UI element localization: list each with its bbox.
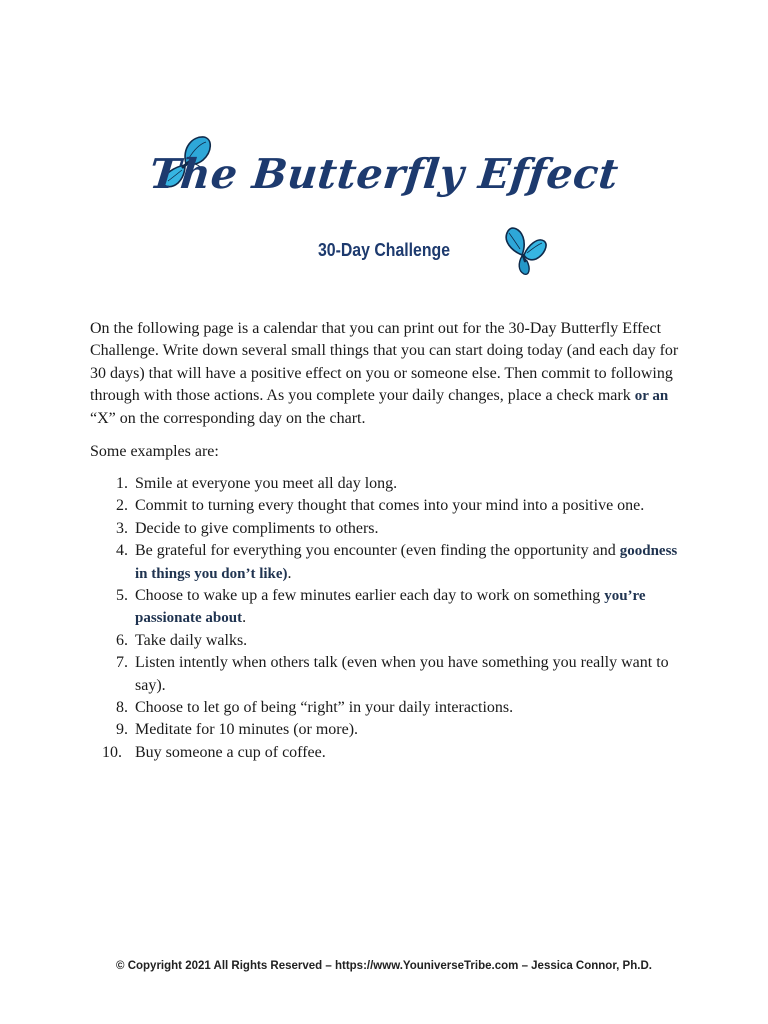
list-item-text: Smile at everyone you meet all day long. (135, 475, 398, 492)
list-item (100, 630, 680, 652)
list-item (100, 719, 680, 741)
list-item-text: Choose to wake up a few minutes earlier each day to work on something (135, 587, 605, 605)
list-item-text: Buy someone a cup of coffee. (135, 743, 326, 761)
examples-heading: Some examples are: (90, 443, 219, 460)
intro-emphasis: or an (634, 388, 669, 405)
list-number: 7. (116, 654, 128, 672)
list-number: 5. (116, 587, 128, 605)
list-number: 4. (116, 542, 128, 560)
list-number: 1. (116, 475, 128, 492)
list-item-text: Take daily walks. (135, 631, 248, 649)
intro-paragraph (90, 318, 680, 430)
list-item (100, 585, 680, 630)
list-item (100, 652, 680, 697)
list-item (100, 518, 680, 540)
list-item-emphasis: you’re passionate about (135, 588, 646, 627)
page-title: The Butterfly Effect (147, 150, 621, 198)
page-subtitle: 30-Day Challenge (317, 240, 451, 260)
list-item-text: Be grateful for everything you encounter (even finding the opportunity and (135, 542, 620, 560)
list-item-text: Choose to let go of being “right” in your daily interactions. (135, 699, 514, 717)
intro-text: On the following page is a calendar that you can print out for the 30-Day Butterfly Effect Challenge. Write down several small things that you can start doing today (and each day for 30 days) that will have a positive effect on you or someone else. Then commit to following through with those actions. As you complete your daily changes, place a check mark (90, 320, 679, 405)
list-item (100, 473, 680, 495)
list-number: 3. (116, 519, 128, 537)
list-item-text: Commit to turning every thought that comes into your mind into a positive one. (135, 497, 645, 515)
examples-list (100, 473, 680, 764)
list-number: 9. (116, 721, 128, 739)
copyright-footer: © Copyright 2021 All Rights Reserved – https://www.YouniverseTribe.com – Jessica Connor, Ph.D. (116, 960, 652, 972)
list-item-text: Decide to give compliments to others. (135, 519, 379, 537)
list-item-tail: . (287, 564, 292, 582)
list-item-text: Meditate for 10 minutes (or more). (135, 721, 359, 739)
list-item-emphasis: goodness in things you don’t like) (135, 543, 678, 582)
list-item (100, 742, 680, 764)
list-number: 6. (116, 631, 128, 649)
list-item-text: Listen intently when others talk (even when you have something you really want to say). (135, 654, 669, 694)
list-item (100, 495, 680, 517)
list-item-tail: . (242, 609, 247, 627)
list-number: 8. (116, 699, 128, 717)
intro-text-end: “X” on the corresponding day on the chart. (90, 409, 366, 427)
list-item (100, 540, 680, 585)
list-number: 2. (116, 497, 128, 515)
list-item (100, 697, 680, 719)
list-number: 10. (102, 743, 122, 761)
